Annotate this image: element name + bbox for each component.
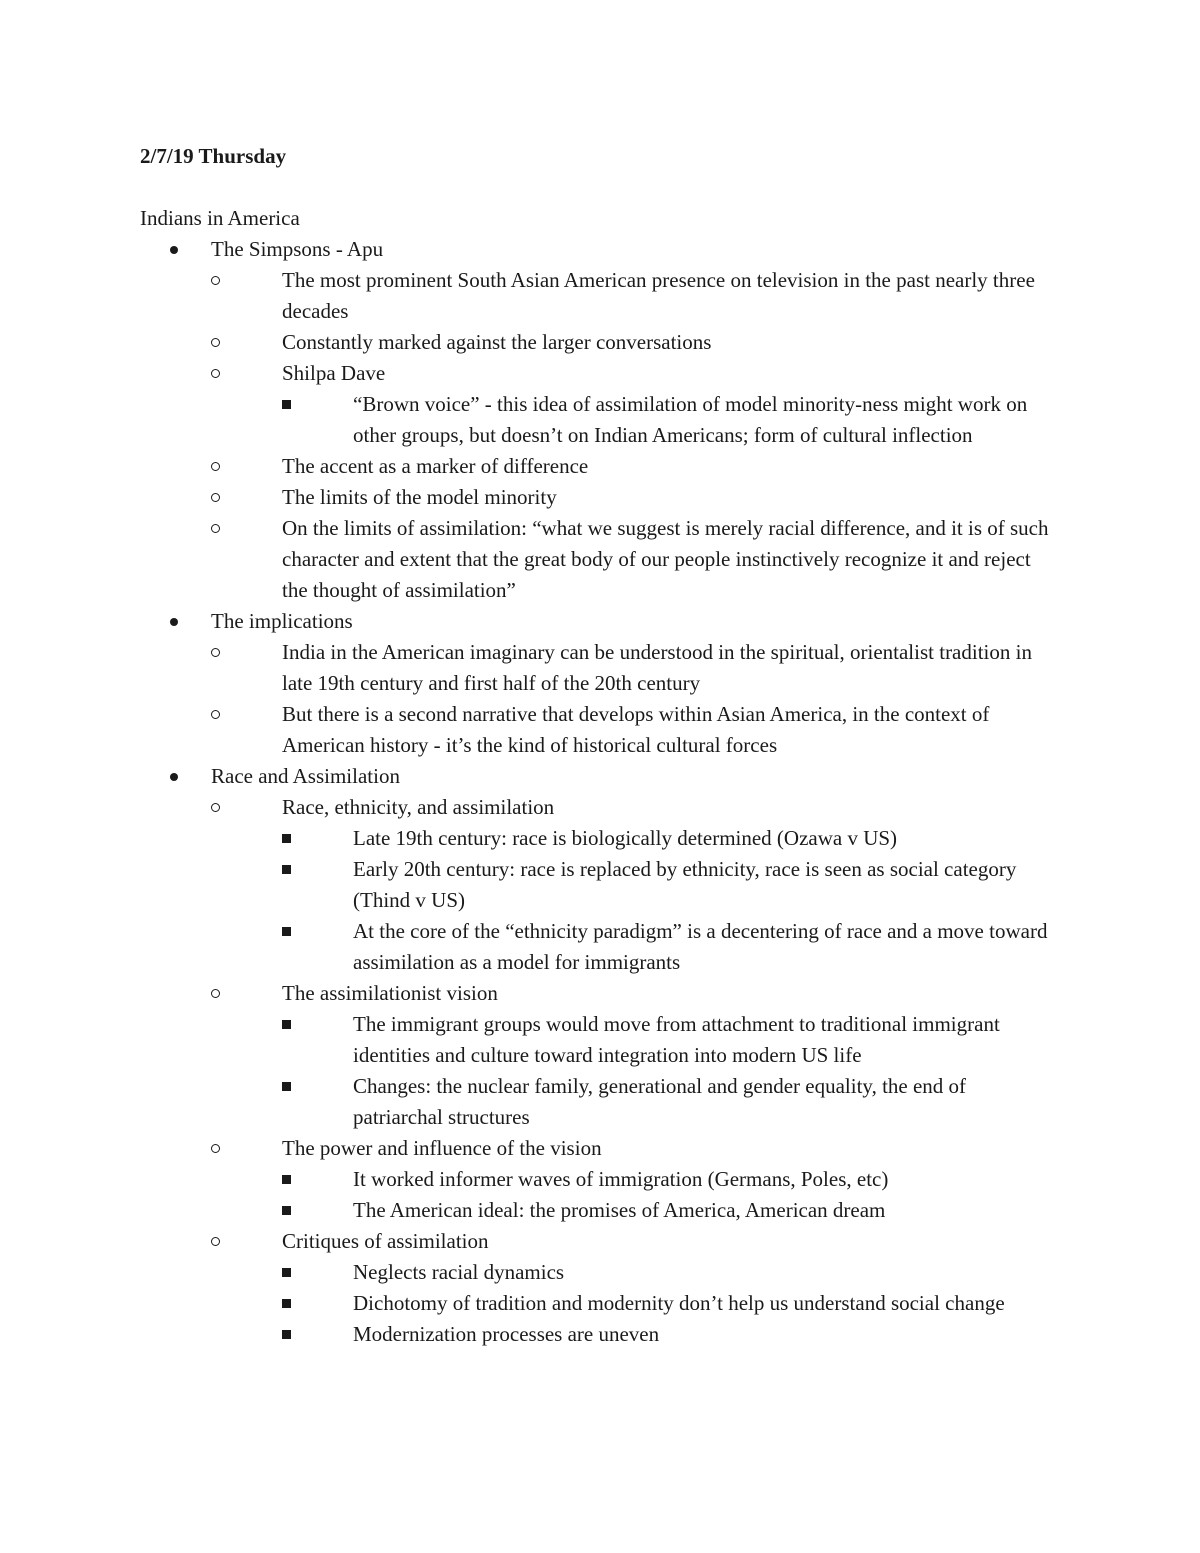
outline-item-text: On the limits of assimilation: “what we suggest is merely racial difference, and it is of such character and extent that the great body of our people instinctively recognize it and reject the thought of assimilation”	[282, 516, 1049, 602]
section-heading: Indians in America	[140, 206, 300, 230]
outline-item-level-3	[282, 1164, 1060, 1195]
square-bullet-icon	[282, 823, 291, 854]
outline-item-level-1	[140, 234, 1060, 606]
outline-item-level-3	[282, 916, 1060, 978]
outline-item-level-1	[140, 606, 1060, 761]
outline-item-level-2	[211, 637, 1060, 699]
outline-item-level-3	[282, 1195, 1060, 1226]
circle-bullet-icon	[211, 358, 220, 389]
circle-bullet-icon	[211, 699, 220, 730]
outline-list-level-3	[282, 823, 1060, 978]
outline-item-level-2	[211, 358, 1060, 451]
outline-item-level-2	[211, 451, 1060, 482]
outline-item-level-2	[211, 1133, 1060, 1226]
outline-list-level-2	[211, 265, 1060, 606]
square-bullet-icon	[282, 1009, 291, 1040]
outline-item-text: The immigrant groups would move from attachment to traditional immigrant identities and culture toward integration into modern US life	[353, 1012, 1000, 1067]
outline-item-level-3	[282, 389, 1060, 451]
outline-item-text: Race and Assimilation	[211, 764, 400, 788]
square-bullet-icon	[282, 854, 291, 885]
outline-item-level-3	[282, 823, 1060, 854]
outline-item-text: India in the American imaginary can be understood in the spiritual, orientalist tradition in late 19th century and first half of the 20th century	[282, 640, 1032, 695]
outline-list-level-3	[282, 1009, 1060, 1133]
circle-bullet-icon	[211, 637, 220, 668]
square-bullet-icon	[282, 1071, 291, 1102]
outline-item-level-2	[211, 513, 1060, 606]
square-bullet-icon	[282, 1195, 291, 1226]
outline-item-text: The power and influence of the vision	[282, 1136, 602, 1160]
outline-item-level-2	[211, 978, 1060, 1133]
circle-bullet-icon	[211, 1133, 220, 1164]
outline-item-text: But there is a second narrative that develops within Asian America, in the context of American history - it’s the kind of historical cultural forces	[282, 702, 990, 757]
square-bullet-icon	[282, 1288, 291, 1319]
outline-item-level-2	[211, 265, 1060, 327]
circle-bullet-icon	[211, 978, 220, 1009]
circle-bullet-icon	[211, 513, 220, 544]
outline-item-text: Constantly marked against the larger conversations	[282, 330, 712, 354]
outline-list-level-2	[211, 637, 1060, 761]
outline-item-text: The assimilationist vision	[282, 981, 498, 1005]
outline-item-text: The most prominent South Asian American presence on television in the past nearly three decades	[282, 268, 1035, 323]
date-title: 2/7/19 Thursday	[140, 144, 287, 168]
circle-bullet-icon	[211, 327, 220, 358]
square-bullet-icon	[282, 1319, 291, 1350]
outline-item-text: The limits of the model minority	[282, 485, 557, 509]
outline-item-level-1	[140, 761, 1060, 1350]
outline-item-text: Dichotomy of tradition and modernity don’t help us understand social change	[353, 1291, 1005, 1315]
outline-item-text: The American ideal: the promises of America, American dream	[353, 1198, 886, 1222]
outline-list-level-2	[211, 792, 1060, 1350]
circle-bullet-icon	[211, 451, 220, 482]
outline-list-level-1	[140, 234, 1060, 1350]
square-bullet-icon	[282, 389, 291, 420]
outline-item-text: It worked informer waves of immigration (Germans, Poles, etc)	[353, 1167, 889, 1191]
disc-bullet-icon	[170, 606, 178, 637]
outline-item-level-3	[282, 1009, 1060, 1071]
outline-item-level-2	[211, 699, 1060, 761]
outline-item-text: Race, ethnicity, and assimilation	[282, 795, 555, 819]
outline-item-text: At the core of the “ethnicity paradigm” is a decentering of race and a move toward assimilation as a model for immigrants	[353, 919, 1048, 974]
outline-item-level-3	[282, 1288, 1060, 1319]
circle-bullet-icon	[211, 792, 220, 823]
outline-item-text: Changes: the nuclear family, generational and gender equality, the end of patriarchal structures	[353, 1074, 967, 1129]
outline-item-text: Shilpa Dave	[282, 361, 386, 385]
outline-item-text: The Simpsons - Apu	[211, 237, 384, 261]
outline-item-text: Modernization processes are uneven	[353, 1322, 660, 1346]
square-bullet-icon	[282, 916, 291, 947]
square-bullet-icon	[282, 1257, 291, 1288]
outline-item-text: Neglects racial dynamics	[353, 1260, 565, 1284]
square-bullet-icon	[282, 1164, 291, 1195]
outline-item-level-3	[282, 1319, 1060, 1350]
disc-bullet-icon	[170, 761, 178, 792]
outline-item-level-2	[211, 1226, 1060, 1350]
outline-list-level-3	[282, 1257, 1060, 1350]
outline-item-level-2	[211, 482, 1060, 513]
circle-bullet-icon	[211, 265, 220, 296]
notes-outline	[140, 234, 1060, 1350]
outline-item-text: The accent as a marker of difference	[282, 454, 589, 478]
outline-list-level-3	[282, 1164, 1060, 1226]
outline-item-level-3	[282, 1257, 1060, 1288]
circle-bullet-icon	[211, 1226, 220, 1257]
outline-item-text: “Brown voice” - this idea of assimilation of model minority-ness might work on other groups, but doesn’t on Indian Americans; form of cultural inflection	[353, 392, 1028, 447]
outline-item-level-3	[282, 1071, 1060, 1133]
outline-item-text: Critiques of assimilation	[282, 1229, 489, 1253]
disc-bullet-icon	[170, 234, 178, 265]
outline-item-text: Late 19th century: race is biologically determined (Ozawa v US)	[353, 826, 898, 850]
outline-item-level-3	[282, 854, 1060, 916]
outline-item-level-2	[211, 327, 1060, 358]
outline-item-text: The implications	[211, 609, 353, 633]
outline-item-level-2	[211, 792, 1060, 978]
outline-item-text: Early 20th century: race is replaced by ethnicity, race is seen as social category (Thind v US)	[353, 857, 1017, 912]
circle-bullet-icon	[211, 482, 220, 513]
outline-list-level-3	[282, 389, 1060, 451]
